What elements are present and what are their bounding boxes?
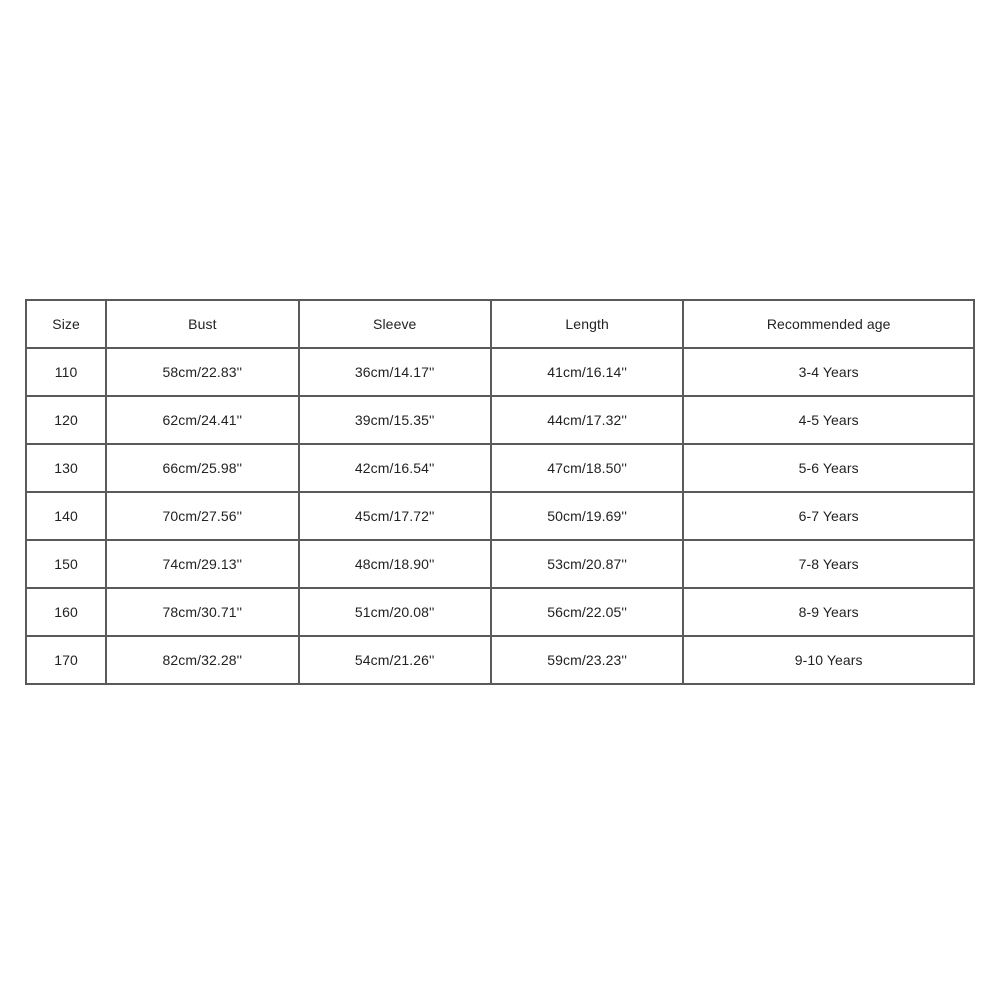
cell-length: 56cm/22.05'' (491, 588, 683, 636)
cell-sleeve: 39cm/15.35'' (299, 396, 491, 444)
table-row (26, 492, 974, 540)
header-sleeve: Sleeve (299, 300, 491, 348)
cell-recommended-age: 4-5 Years (683, 396, 974, 444)
cell-recommended-age: 5-6 Years (683, 444, 974, 492)
header-length: Length (491, 300, 683, 348)
cell-length: 59cm/23.23'' (491, 636, 683, 684)
cell-recommended-age: 9-10 Years (683, 636, 974, 684)
cell-sleeve: 54cm/21.26'' (299, 636, 491, 684)
cell-sleeve: 36cm/14.17'' (299, 348, 491, 396)
cell-bust: 62cm/24.41'' (106, 396, 298, 444)
table-row (26, 540, 974, 588)
cell-size: 110 (26, 348, 106, 396)
cell-bust: 78cm/30.71'' (106, 588, 298, 636)
header-bust: Bust (106, 300, 298, 348)
table-row (26, 636, 974, 684)
cell-size: 150 (26, 540, 106, 588)
cell-recommended-age: 8-9 Years (683, 588, 974, 636)
cell-size: 140 (26, 492, 106, 540)
size-chart-table (25, 299, 975, 685)
cell-recommended-age: 3-4 Years (683, 348, 974, 396)
table-header-row (26, 300, 974, 348)
cell-length: 44cm/17.32'' (491, 396, 683, 444)
cell-length: 53cm/20.87'' (491, 540, 683, 588)
cell-size: 170 (26, 636, 106, 684)
cell-bust: 66cm/25.98'' (106, 444, 298, 492)
table-row (26, 396, 974, 444)
cell-length: 47cm/18.50'' (491, 444, 683, 492)
header-recommended-age: Recommended age (683, 300, 974, 348)
table-row (26, 588, 974, 636)
cell-sleeve: 51cm/20.08'' (299, 588, 491, 636)
cell-length: 50cm/19.69'' (491, 492, 683, 540)
cell-size: 120 (26, 396, 106, 444)
cell-bust: 70cm/27.56'' (106, 492, 298, 540)
cell-sleeve: 42cm/16.54'' (299, 444, 491, 492)
cell-size: 130 (26, 444, 106, 492)
cell-sleeve: 45cm/17.72'' (299, 492, 491, 540)
cell-recommended-age: 6-7 Years (683, 492, 974, 540)
cell-bust: 58cm/22.83'' (106, 348, 298, 396)
table-row (26, 348, 974, 396)
cell-sleeve: 48cm/18.90'' (299, 540, 491, 588)
cell-size: 160 (26, 588, 106, 636)
cell-bust: 82cm/32.28'' (106, 636, 298, 684)
header-size: Size (26, 300, 106, 348)
table-row (26, 444, 974, 492)
cell-bust: 74cm/29.13'' (106, 540, 298, 588)
cell-length: 41cm/16.14'' (491, 348, 683, 396)
cell-recommended-age: 7-8 Years (683, 540, 974, 588)
